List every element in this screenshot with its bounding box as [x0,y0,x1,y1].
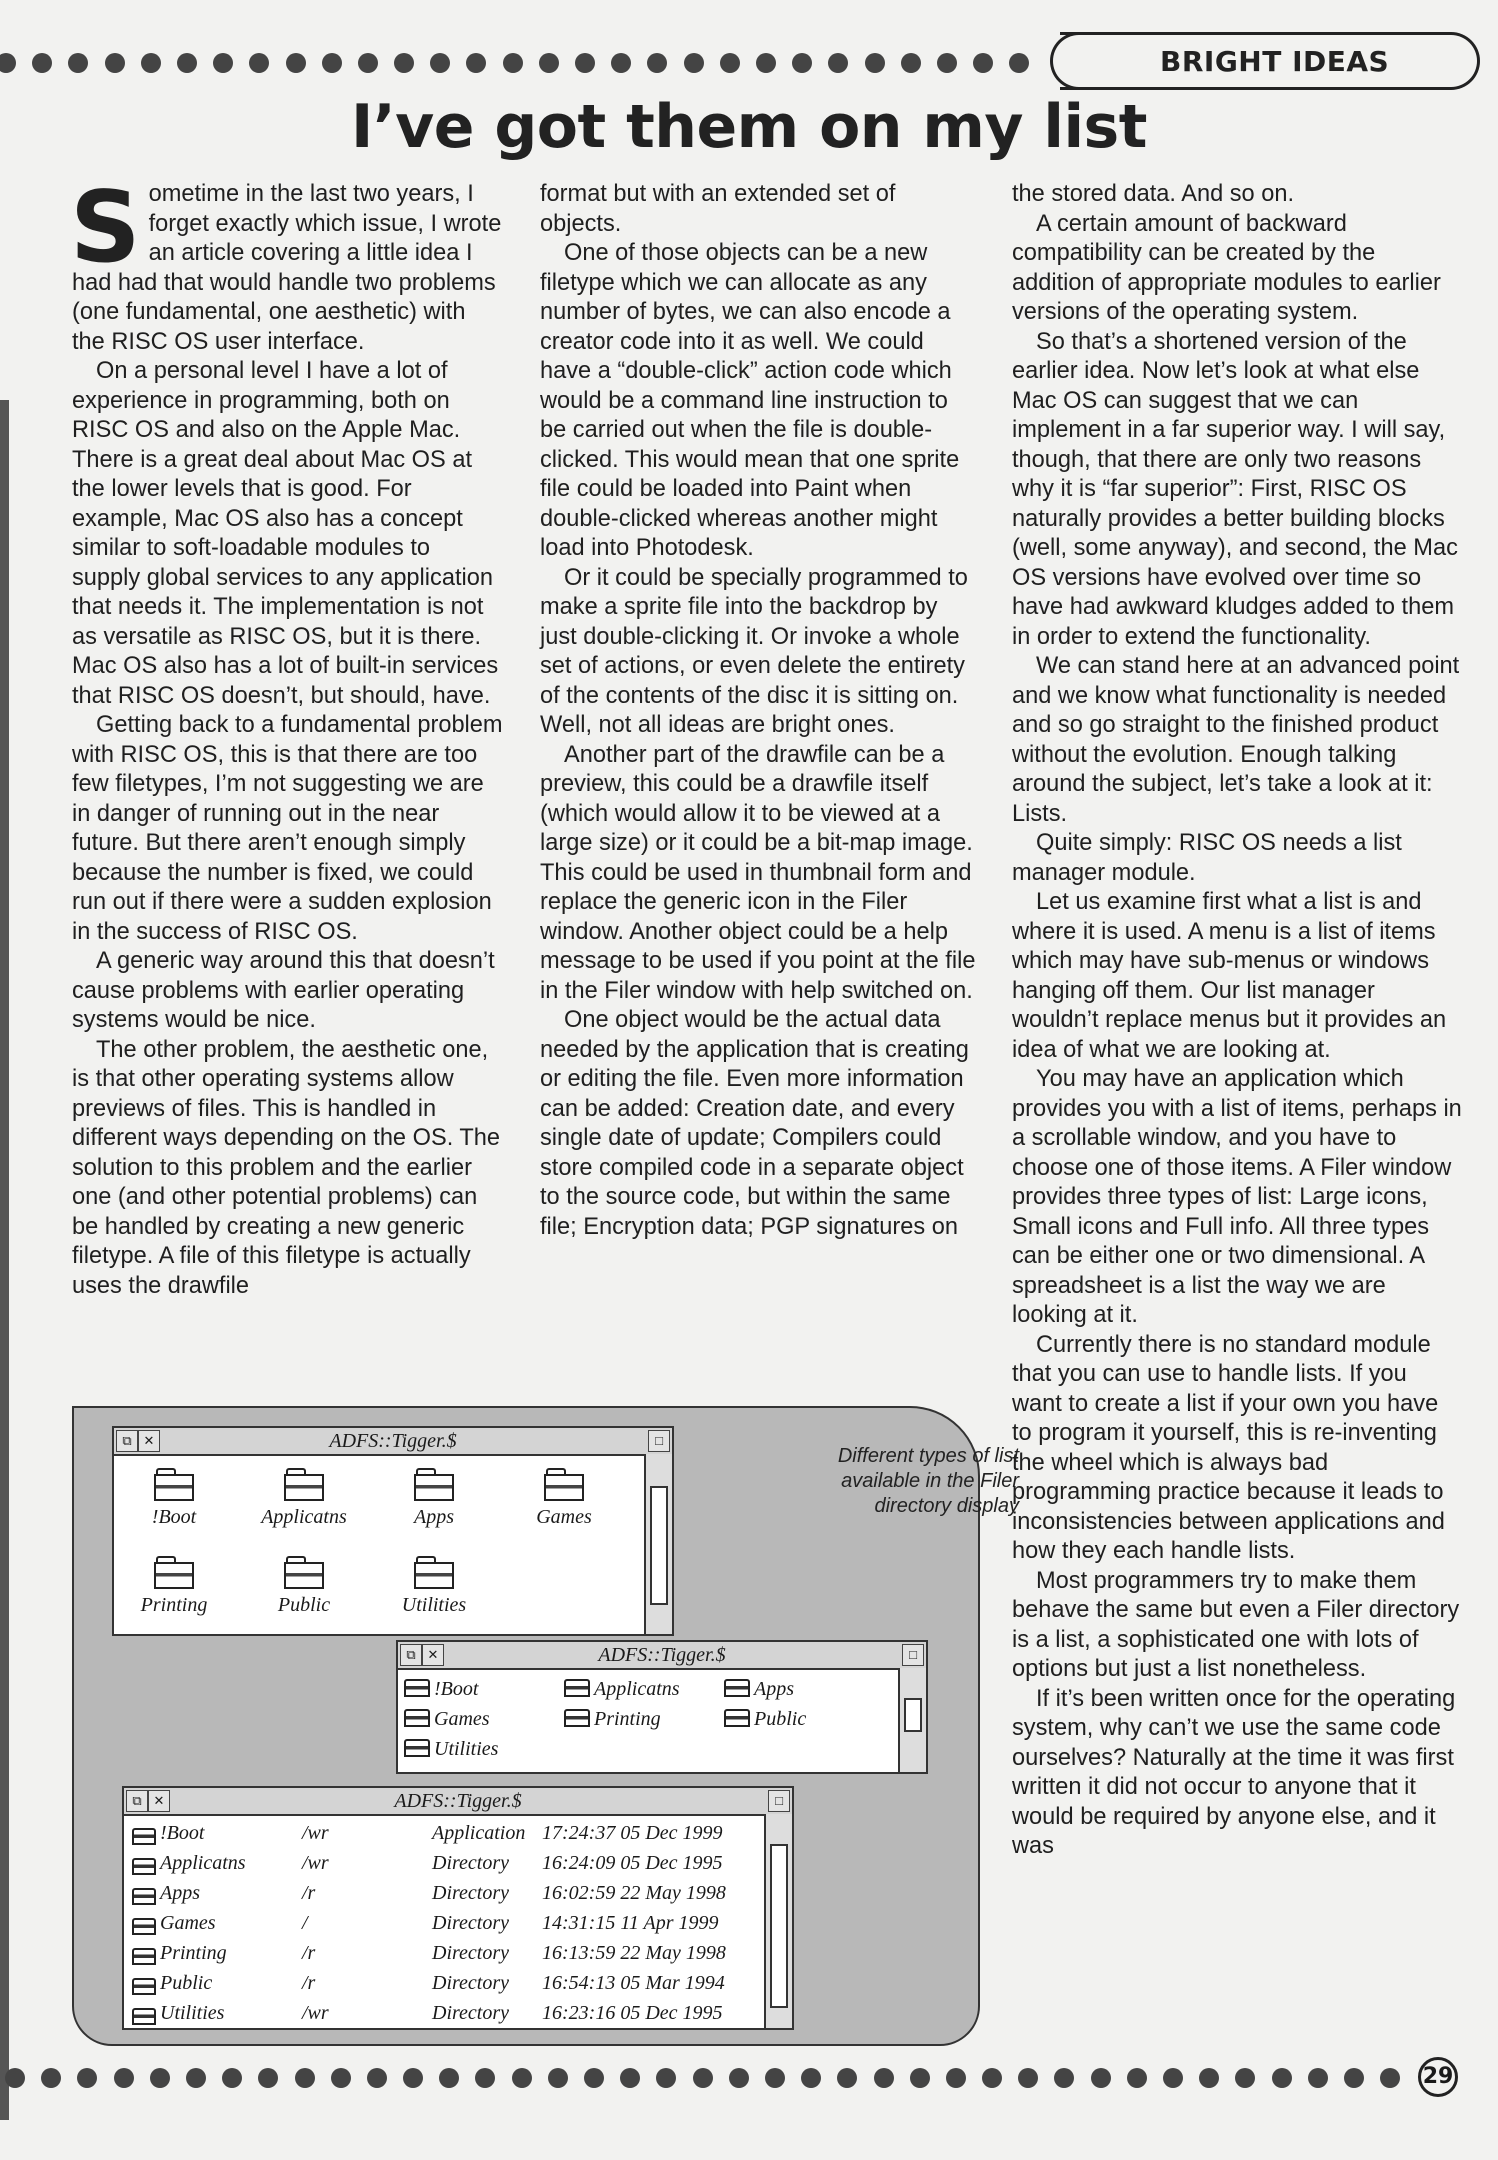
file-label: Utilities [434,1738,499,1760]
dot-ornament [331,2068,351,2088]
dot-ornament [575,53,595,73]
dot-ornament [295,2068,315,2088]
paragraph: One of those objects can be a new filetype which we can allocate as any number of bytes, we can also encode a creator code into it as well. We could have a “double-click” action code which would be a command line instruction to be carried out when the file is double-clicked. This would mean that one sprite file could be loaded into Paint when double-clicked whereas another might load into Photodesk. [540,240,960,561]
dot-ornament [910,2068,930,2088]
file-icon-large[interactable] [374,1556,494,1617]
paragraph: So that’s a shortened version of the earlier idea. Now let’s look at what else Mac OS can suggest that we can implement in a far superior way. I will say, though, that there are only two reasons why it is “far superior”: First, RISC OS naturally provides a better building blocks (well, some anyway), and second, the Mac OS versions have evolved over time so have had awkward kludges added to them in order to extend the functionality. [1012,328,1458,650]
cell-type: Directory [432,1882,510,1904]
paragraph: Currently there is no standard module that you can use to handle lists. If you want to create a list if your own you have to program it yourself, this is re-inventing the wheel which is always bad programming practice because it leads to inconsistencies between applications and how they each handle lists. [1012,1331,1445,1564]
cell-date: 16:13:59 22 May 1998 [542,1942,726,1964]
dot-ornament [611,53,631,73]
dot-ornament [765,2068,785,2088]
dot-ornament [982,2068,1002,2088]
file-label: Games [536,1506,592,1528]
dot-ornament [1235,2068,1255,2088]
cell-access: /wr [302,2002,329,2024]
file-label: Public [754,1708,807,1730]
file-label: Apps [414,1506,454,1528]
title-bar[interactable] [114,1428,672,1456]
dot-ornament [865,53,885,73]
toggle-size-icon[interactable]: □ [768,1790,790,1812]
dot-ornament [874,2068,894,2088]
window-title: ADFS::Tigger.$ [598,1644,726,1666]
dot-ornament [367,2068,387,2088]
dot-ornament [5,2068,25,2088]
app-folder-icon [154,1468,194,1500]
dot-ornament [512,2068,532,2088]
folder-icon [132,1888,156,1905]
dot-ornament [1054,2068,1074,2088]
folder-icon [404,1709,430,1727]
dot-ornament [973,53,993,73]
dot-ornament [141,53,161,73]
folder-icon [284,1556,324,1588]
dot-ornament [1127,2068,1147,2088]
cell-name: Games [160,1912,216,1934]
dot-ornament [693,2068,713,2088]
file-icon-large[interactable] [114,1468,234,1529]
window-title: ADFS::Tigger.$ [329,1430,457,1452]
paragraph: The other problem, the aesthetic one, is that other operating systems allow previews of files. This is handled in different ways depending on the OS. The solution to this problem and the earlier one (and other potential problems) can be handled by creating a new generic filetype. A file of this filetype is actually uses the drawfile [72,1036,501,1299]
dot-ornament [647,53,667,73]
paragraph: Most programmers try to make them behave the same but even a Filer directory is a list, a sophisticated one with lots of options but just a list nonetheless. [1012,1567,1460,1682]
page-title: I’ve got them on my list [351,92,1147,162]
paragraph: Another part of the drawfile can be a preview, this could be a drawfile itself (which would allow it to be viewed at a large size) or it could be a bit-map image. This could be used in thumbnail form and replace the generic icon in the Filer window. Another object could be a help message to be used if you point at the file in the Filer window with help switched on. [540,741,976,1004]
cell-type: Directory [432,1942,510,1964]
folder-icon [132,1948,156,1965]
dot-ornament [286,53,306,73]
left-edge-bar [0,400,9,2120]
folder-icon [154,1556,194,1588]
folder-icon [132,2008,156,2025]
page-number: 29 [1418,2057,1458,2097]
paragraph: On a personal level I have a lot of experience in programming, both on RISC OS and also on the Apple Mac. There is a great deal about Mac OS at the lower levels that is good. For example, Mac OS also has a concept similar to soft-loadable modules to supply global services to any application that needs it. The implementation is not as versatile as RISC OS, but it is there. Mac OS also has a lot of built-in services that RISC OS doesn’t, but should, have. [72,358,499,709]
dot-ornament [539,53,559,73]
dot-ornament [1199,2068,1219,2088]
file-icon-small[interactable] [724,1708,806,1731]
dot-ornament [1091,2068,1111,2088]
dot-ornament [258,2068,278,2088]
cell-date: 16:02:59 22 May 1998 [542,1882,726,1904]
scroll-thumb[interactable] [904,1698,922,1732]
dot-ornament [114,2068,134,2088]
dot-ornament [475,2068,495,2088]
cell-access: /r [302,1972,316,1994]
dot-ornament [249,53,269,73]
file-icon-small[interactable] [564,1708,661,1731]
close-icon[interactable]: ✕ [148,1790,170,1812]
cell-access: /wr [302,1852,329,1874]
cell-name: Utilities [160,2002,225,2024]
dot-ornament [1308,2068,1328,2088]
file-label: Applicatns [594,1678,680,1700]
dot-ornament [837,2068,857,2088]
file-label: Utilities [401,1594,467,1616]
file-label: Printing [140,1594,208,1616]
cell-type: Directory [432,1852,510,1874]
title-bar[interactable] [398,1642,926,1670]
folder-icon [404,1679,430,1697]
dot-ornament [32,53,52,73]
cell-name: Applicatns [160,1852,246,1874]
paragraph: If it’s been written once for the operating system, why can’t we use the same code ourselves? Naturally at the time it was first written it did not occur to anyone that it would be required by anyone else, and it was [1012,1685,1456,1859]
dot-ornament [937,53,957,73]
table-row[interactable] [132,1972,762,2002]
column-3 [1012,180,1462,1862]
dot-ornament [828,53,848,73]
paragraph: Quite simply: RISC OS needs a list manager module. [1012,830,1402,886]
dot-ornament [0,53,16,73]
filer-window-full-info[interactable] [122,1786,794,2030]
paragraph: Or it could be specially programmed to make a sprite file into the backdrop by just double-clicking it. Or invoke a whole set of actions, or even delete the entirety of the contents of the disc it is sitting on. Well, not all ideas are bright ones. [540,564,968,738]
file-icon-small[interactable] [404,1678,478,1701]
folder-icon [132,1828,156,1845]
cell-date: 16:24:09 05 Dec 1995 [542,1852,723,1874]
dot-ornament [792,53,812,73]
top-dot-rule [0,53,1029,73]
cell-name: !Boot [160,1822,205,1844]
file-label: Applicatns [261,1506,347,1528]
cell-name: Public [160,1972,213,1994]
cell-date: 14:31:15 11 Apr 1999 [542,1912,719,1934]
file-icon-large[interactable] [244,1556,364,1617]
dot-ornament [1344,2068,1364,2088]
bottom-dot-rule [5,2068,1400,2088]
dot-ornament [801,2068,821,2088]
cell-date: 16:23:16 05 Dec 1995 [542,2002,723,2024]
vertical-scrollbar[interactable] [764,1814,792,2028]
folder-icon [724,1709,750,1727]
paragraph: A certain amount of backward compatibility can be created by the addition of appropriate modules to earlier versions of the operating system. [1012,210,1441,325]
folder-icon [284,1468,324,1500]
dot-ornament [584,2068,604,2088]
paragraph: We can stand here at an advanced point and we know what functionality is needed and so go straight to the finished product without the evolution. Enough talking around the subject, let’s take a look at it: Lists. [1012,653,1460,827]
window-title: ADFS::Tigger.$ [394,1790,522,1812]
paragraph: Let us examine first what a list is and where it is used. A menu is a list of items which may have sub-menus or windows hanging off them. Our list manager wouldn’t replace menus but it provides an idea of what we are looking at. [1012,889,1447,1063]
table-row[interactable] [132,1852,762,1882]
paragraph: A generic way around this that doesn’t cause problems with earlier operating systems would be nice. [72,948,495,1033]
back-icon[interactable]: ⧉ [116,1430,138,1452]
dot-ornament [729,2068,749,2088]
close-icon[interactable]: ✕ [422,1644,444,1666]
dot-ornament [620,2068,640,2088]
file-icon-small[interactable] [404,1708,490,1731]
back-icon[interactable]: ⧉ [126,1790,148,1812]
paragraph-text: ometime in the last two years, I forget exactly which issue, I wrote an article covering a little idea I had had that would handle two problems (one fundamental, one aesthetic) with the RISC OS user interface. [72,181,502,355]
scroll-thumb[interactable] [650,1486,668,1605]
table-row[interactable] [132,1912,762,1942]
folder-icon [564,1709,590,1727]
dot-ornament [1009,53,1029,73]
file-icon-large[interactable] [244,1468,364,1529]
folder-icon [544,1468,584,1500]
dot-ornament [68,53,88,73]
drop-cap: S [70,171,141,285]
close-icon[interactable]: ✕ [138,1430,160,1452]
dot-ornament [720,53,740,73]
dot-ornament [1163,2068,1183,2088]
dot-ornament [322,53,342,73]
column-2 [540,180,978,1242]
column-1 [70,171,504,1301]
file-label: Games [434,1708,490,1730]
dot-ornament [1018,2068,1038,2088]
dot-ornament [41,2068,61,2088]
table-row[interactable] [132,1942,762,1972]
folder-icon [414,1468,454,1500]
folder-icon [132,1978,156,1995]
cell-name: Printing [160,1942,227,1964]
folder-icon [414,1556,454,1588]
dot-ornament [684,53,704,73]
dot-ornament [150,2068,170,2088]
table-row[interactable] [132,2002,762,2032]
dot-ornament [213,53,233,73]
cell-type: Directory [432,1972,510,1994]
cell-date: 16:54:13 05 Mar 1994 [542,1972,725,1994]
paragraph: format but with an extended set of objects. [540,181,896,237]
filer-window-small-icons[interactable] [396,1640,928,1774]
file-label: Public [277,1594,331,1616]
paragraph: Getting back to a fundamental problem with RISC OS, this is that there are too few filetypes, I’m not suggesting we are in danger of running out in the near future. But there aren’t enough simply because the number is fixed, we could run out if there were a sudden explosion in the success of RISC OS. [72,712,503,945]
paragraph [70,171,504,357]
file-label: !Boot [151,1506,197,1528]
cell-type: Application [432,1822,526,1844]
dot-ornament [548,2068,568,2088]
cell-date: 17:24:37 05 Dec 1999 [542,1822,723,1844]
scroll-thumb[interactable] [770,1844,788,2008]
dot-ornament [466,53,486,73]
toggle-size-icon[interactable]: □ [902,1644,924,1666]
file-label: Printing [594,1708,661,1730]
cell-access: /wr [302,1822,329,1844]
dot-ornament [946,2068,966,2088]
table-row[interactable] [132,1822,762,1852]
file-label: Apps [754,1678,794,1700]
cell-access: / [302,1912,308,1934]
toggle-size-icon[interactable]: □ [648,1430,670,1452]
dot-ornament [430,53,450,73]
dot-ornament [756,53,776,73]
cell-type: Directory [432,2002,510,2024]
dot-ornament [186,2068,206,2088]
dot-ornament [503,53,523,73]
dot-ornament [1272,2068,1292,2088]
dot-ornament [177,53,197,73]
dot-ornament [403,2068,423,2088]
title-bar[interactable] [124,1788,792,1816]
folder-icon [132,1858,156,1875]
dot-ornament [358,53,378,73]
dot-ornament [77,2068,97,2088]
section-label: BRIGHT IDEAS [1160,45,1390,78]
section-tag [1060,32,1480,90]
folder-icon [724,1679,750,1697]
cell-access: /r [302,1882,316,1904]
folder-icon [404,1739,430,1757]
figure-caption: Different types of list available in the Filer directory display [837,1445,1019,1517]
folder-icon [132,1918,156,1935]
paragraph: One object would be the actual data needed by the application that is creating or editing the file. Even more information can be added: Creation date, and every single date of update; Compilers could store compiled code in a separate object to the source code, but within the same file; Encryption data; PGP signatures on [540,1007,969,1240]
back-icon[interactable]: ⧉ [400,1644,422,1666]
dot-ornament [105,53,125,73]
paragraph: the stored data. And so on. [1012,181,1295,207]
cell-type: Directory [432,1912,510,1934]
filer-figure [72,1406,1019,2046]
file-icon-large[interactable] [374,1468,494,1529]
vertical-scrollbar[interactable] [644,1454,672,1634]
file-icon-small[interactable] [724,1678,794,1701]
file-icon-large[interactable] [504,1468,624,1529]
dot-ornament [656,2068,676,2088]
table-row[interactable] [132,1882,762,1912]
file-icon-small[interactable] [564,1678,680,1701]
vertical-scrollbar[interactable] [898,1668,926,1772]
dot-ornament [222,2068,242,2088]
file-icon-small[interactable] [404,1738,498,1761]
filer-window-large-icons[interactable] [112,1426,674,1636]
file-icon-large[interactable] [114,1556,234,1617]
cell-name: Apps [160,1882,200,1904]
cell-access: /r [302,1942,316,1964]
file-label: !Boot [434,1678,479,1700]
folder-icon [564,1679,590,1697]
paragraph: You may have an application which provides you with a list of items, perhaps in a scrollable window, and you have to choose one of those items. A Filer window provides three types of list: Large icons, Small icons and Full info. All three types can be either one or two dimensional. A spreadsheet is a list the way we are looking at it. [1012,1066,1462,1328]
dot-ornament [439,2068,459,2088]
dot-ornament [901,53,921,73]
dot-ornament [394,53,414,73]
dot-ornament [1380,2068,1400,2088]
